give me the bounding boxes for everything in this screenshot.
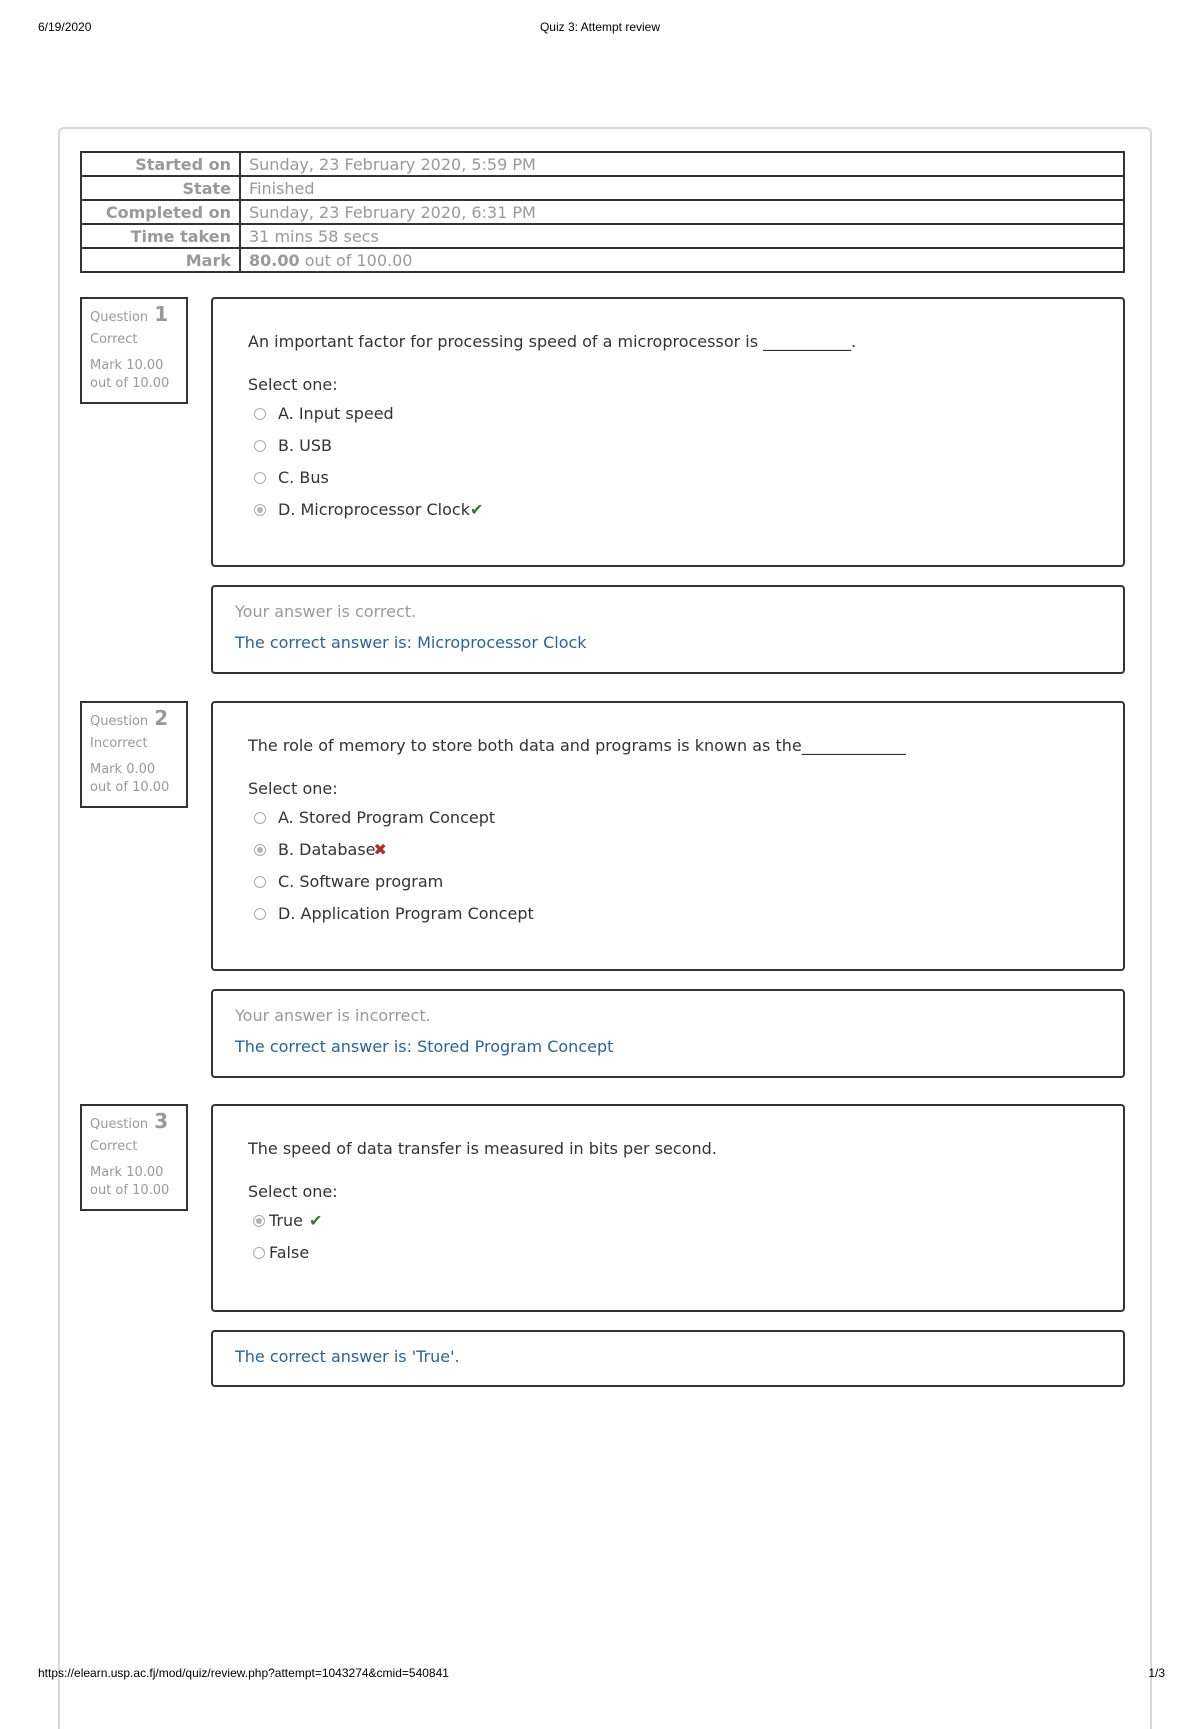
option-true[interactable]: [248, 1205, 1123, 1237]
print-url: https://elearn.usp.ac.fj/mod/quiz/review.php?attempt=1043274&cmid=540841: [38, 1666, 449, 1680]
mark-score: 80.00: [249, 250, 300, 270]
time-value: 31 mins 58 secs: [240, 224, 1124, 248]
mark-rest: out of 100.00: [299, 250, 413, 270]
option-label: C. Bus: [278, 468, 329, 487]
completed-label: Completed on: [81, 200, 240, 224]
question-state: Correct: [90, 332, 138, 347]
question-1-formulation: [211, 297, 1125, 567]
summary-row-started: [81, 152, 1124, 176]
question-state: Incorrect: [90, 736, 148, 751]
radio-button[interactable]: [254, 408, 266, 420]
state-value: Finished: [240, 176, 1124, 200]
check-icon: ✔: [469, 500, 484, 519]
right-answer: The correct answer is 'True'.: [235, 1347, 460, 1366]
right-answer: The correct answer is: Microprocessor Clock: [235, 633, 587, 652]
answer-options: [248, 802, 1123, 930]
radio-button-selected[interactable]: [253, 1215, 265, 1227]
question-2-feedback: [211, 989, 1125, 1078]
option-label: D. Application Program Concept: [278, 904, 534, 923]
question-label: Question: [90, 1117, 149, 1132]
summary-row-mark: [81, 248, 1124, 272]
general-feedback: Your answer is correct.: [235, 602, 417, 621]
time-label: Time taken: [81, 224, 240, 248]
question-3-feedback: [211, 1330, 1125, 1387]
question-number: 3: [154, 1109, 169, 1133]
summary-row-completed: [81, 200, 1124, 224]
option-label: A. Stored Program Concept: [278, 808, 496, 827]
radio-button-selected[interactable]: [254, 504, 266, 516]
question-text: An important factor for processing speed of a microprocessor is ___________.: [248, 332, 857, 351]
print-date: 6/19/2020: [38, 20, 92, 34]
print-page-number: 1/3: [1148, 1666, 1165, 1680]
mark-label: Mark: [81, 248, 240, 272]
radio-button[interactable]: [254, 812, 266, 824]
option-c[interactable]: [248, 866, 1123, 898]
option-label: False: [269, 1243, 310, 1262]
option-d[interactable]: [248, 898, 1123, 930]
print-title: Quiz 3: Attempt review: [539, 20, 661, 34]
select-one-prompt: Select one:: [248, 1182, 338, 1201]
option-label: C. Software program: [278, 872, 444, 891]
option-label: D. Microprocessor Clock: [278, 500, 470, 519]
question-grade: Mark 10.00 out of 10.00: [90, 1165, 170, 1198]
option-b[interactable]: [248, 430, 1123, 462]
started-label: Started on: [81, 152, 240, 176]
question-grade: Mark 10.00 out of 10.00: [90, 358, 170, 391]
answer-options: [248, 1205, 1123, 1269]
option-c[interactable]: [248, 462, 1123, 494]
summary-row-state: [81, 176, 1124, 200]
summary-row-time: [81, 224, 1124, 248]
question-info-3: [80, 1104, 188, 1211]
radio-button[interactable]: [254, 472, 266, 484]
mark-value: [240, 248, 1124, 272]
right-answer: The correct answer is: Stored Program Concept: [235, 1037, 614, 1056]
question-label: Question: [90, 714, 149, 729]
question-info-1: [80, 297, 188, 404]
cross-icon: ✖: [373, 840, 387, 859]
question-number: 1: [154, 302, 169, 326]
attempt-summary-table: [80, 151, 1125, 273]
radio-button[interactable]: [253, 1247, 265, 1259]
radio-button[interactable]: [254, 908, 266, 920]
question-text: The speed of data transfer is measured in bits per second.: [248, 1139, 717, 1158]
question-info-2: [80, 701, 188, 808]
radio-button-selected[interactable]: [254, 844, 266, 856]
option-label: True: [269, 1211, 303, 1230]
question-number: 2: [154, 706, 169, 730]
state-label: State: [81, 176, 240, 200]
option-false[interactable]: [248, 1237, 1123, 1269]
started-value: Sunday, 23 February 2020, 5:59 PM: [240, 152, 1124, 176]
option-b[interactable]: [248, 834, 1123, 866]
option-a[interactable]: [248, 802, 1123, 834]
radio-button[interactable]: [254, 876, 266, 888]
question-grade: Mark 0.00 out of 10.00: [90, 762, 170, 795]
completed-value: Sunday, 23 February 2020, 6:31 PM: [240, 200, 1124, 224]
radio-button[interactable]: [254, 440, 266, 452]
answer-options: [248, 398, 1123, 526]
option-label: B. USB: [278, 436, 332, 455]
option-label: B. Database: [278, 840, 376, 859]
question-text: The role of memory to store both data and programs is known as the_____________: [248, 736, 906, 755]
option-a[interactable]: [248, 398, 1123, 430]
question-state: Correct: [90, 1139, 138, 1154]
question-1-feedback: [211, 585, 1125, 674]
question-label: Question: [90, 310, 149, 325]
question-3-formulation: [211, 1104, 1125, 1312]
select-one-prompt: Select one:: [248, 375, 338, 394]
option-label: A. Input speed: [278, 404, 394, 423]
general-feedback: Your answer is incorrect.: [235, 1006, 431, 1025]
select-one-prompt: Select one:: [248, 779, 338, 798]
option-d[interactable]: [248, 494, 1123, 526]
check-icon: ✔: [308, 1211, 323, 1230]
question-2-formulation: [211, 701, 1125, 971]
